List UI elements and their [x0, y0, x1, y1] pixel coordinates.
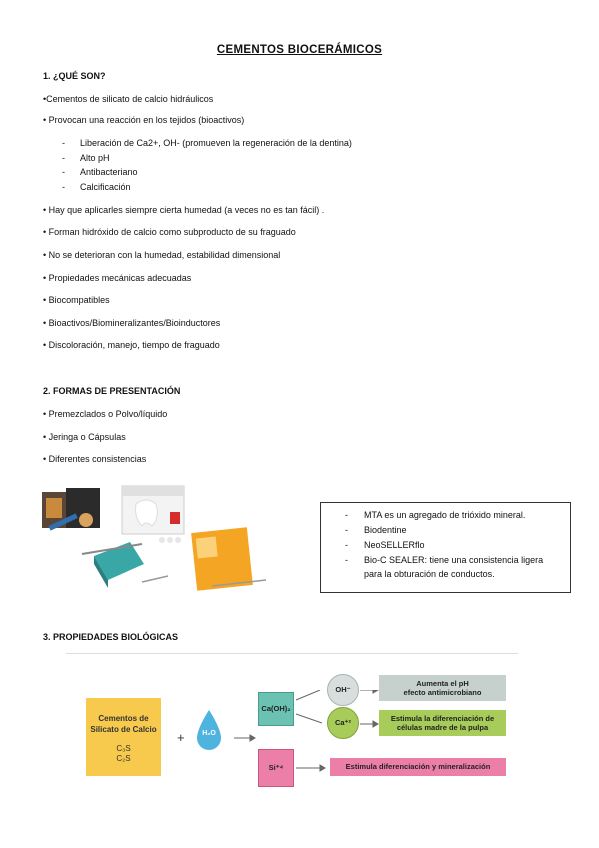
calcium-hydroxide-box: Ca(OH)₂ [258, 692, 294, 726]
bullet-item: • Bioactivos/Biomineralizantes/Bioinductores [43, 318, 221, 328]
effect-ph-box [379, 675, 506, 701]
box-item: NeoSELLERflo [364, 540, 425, 550]
bullet-item: • Diferentes consistencias [43, 454, 147, 464]
box-dash: - [345, 525, 348, 535]
sub-item: Alto pH [80, 153, 110, 163]
plus-sign: + [177, 730, 185, 745]
box-dash: - [345, 555, 348, 565]
cement-label-2: Silicato de Calcio [90, 725, 157, 734]
effect-ph-line1: Aumenta el pH [416, 679, 469, 688]
c2s-label: C₂S [116, 754, 131, 763]
effect-mineralization-box: Estimula diferenciación y mineralización [330, 758, 506, 776]
bullet-item: • Forman hidróxido de calcio como subproducto de su fraguado [43, 227, 296, 237]
sub-item: Calcificación [80, 182, 131, 192]
sub-dash: - [62, 182, 65, 192]
product-photo [42, 484, 282, 592]
section-heading-que-son: 1. ¿QUÉ SON? [43, 71, 106, 81]
effect-stem-line1: Estimula la diferenciación de [390, 714, 495, 723]
sub-item: Liberación de Ca2+, OH- (promueven la regeneración de la dentina) [80, 138, 352, 148]
box-item: MTA es un agregado de trióxido mineral. [364, 510, 526, 520]
bullet-item: • Jeringa o Cápsulas [43, 432, 126, 442]
box-item: Bio-C SEALER: tiene una consistencia ligera [364, 555, 544, 565]
section-heading-propiedades: 3. PROPIEDADES BIOLÓGICAS [43, 632, 179, 642]
calcium-ion-circle: Ca⁺² [327, 707, 359, 739]
bullet-item: • Premezclados o Polvo/líquido [43, 409, 168, 419]
diagram-top-rule [66, 653, 518, 654]
silicon-box: Si⁺⁴ [258, 749, 294, 787]
bullet-item: • Provocan una reacción en los tejidos (bioactivos) [43, 115, 245, 125]
bullet-item: • No se deterioran con la humedad, estabilidad dimensional [43, 250, 281, 260]
bullet-item: • Propiedades mecánicas adecuadas [43, 273, 192, 283]
box-dash: - [345, 540, 348, 550]
cement-box [86, 698, 161, 776]
box-item: Biodentine [364, 525, 407, 535]
effect-stem-cell-box [379, 710, 506, 736]
c3s-label: C₃S [116, 744, 131, 753]
sub-dash: - [62, 167, 65, 177]
bullet-item: • Hay que aplicarles siempre cierta humedad (a veces no es tan fácil) . [43, 205, 325, 215]
document-title: CEMENTOS BIOCERÁMICOS [216, 44, 383, 56]
hydroxide-circle: OH⁻ [327, 674, 359, 706]
sub-item: Antibacteriano [80, 167, 138, 177]
box-dash: - [345, 510, 348, 520]
cement-label-1: Cementos de [98, 714, 149, 723]
bullet-item: • Discoloración, manejo, tiempo de fraguado [43, 340, 220, 350]
effect-ph-line2: efecto antimicrobiano [403, 688, 482, 697]
box-item-continuation: para la obturación de conductos. [364, 569, 495, 579]
sub-dash: - [62, 153, 65, 163]
water-label: H₂O [202, 730, 216, 737]
effect-stem-line2: células madre de la pulpa [396, 723, 489, 732]
bullet-item: •Cementos de silicato de calcio hidráulicos [43, 94, 214, 104]
bullet-item: • Biocompatibles [43, 295, 110, 305]
section-heading-formas: 2. FORMAS DE PRESENTACIÓN [43, 386, 181, 396]
sub-dash: - [62, 138, 65, 148]
